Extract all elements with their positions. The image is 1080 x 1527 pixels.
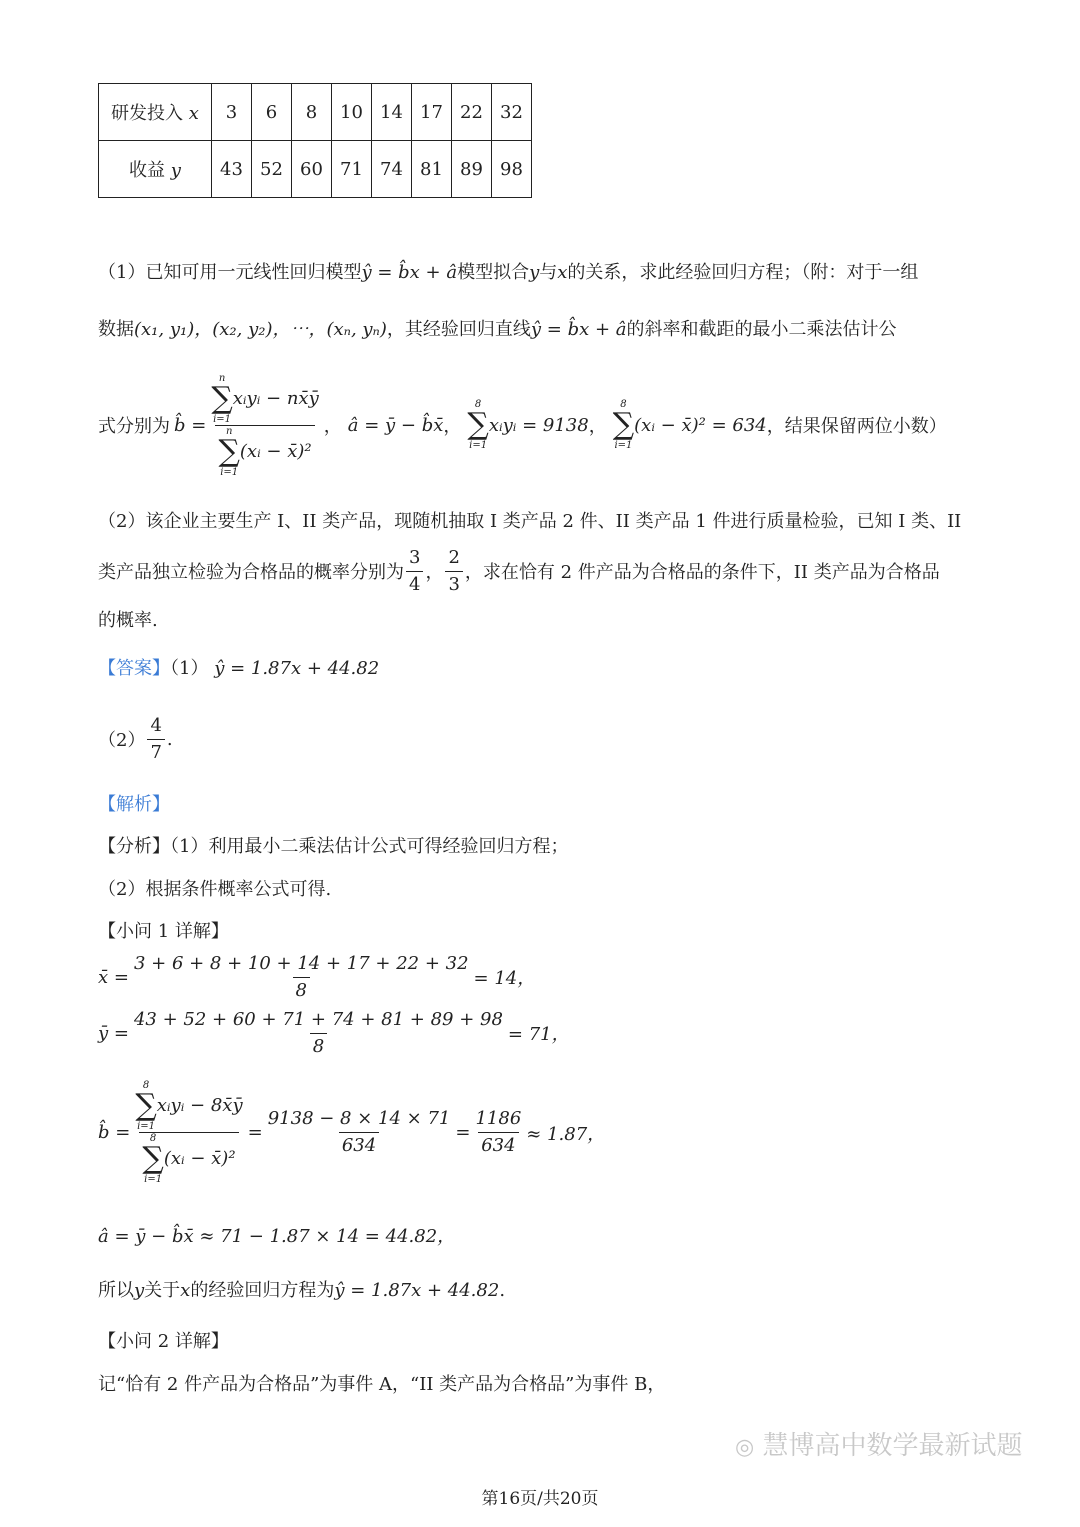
watermark: ◎ 慧博高中数学最新试题 — [735, 1431, 1023, 1461]
xbar-eq: x̄ = $\frac{3 + 6 + 8 + 10 + 14 + 17 + 22 + 32}{8}$ = 14， — [98, 950, 535, 1004]
q1-line2: 数据(x₁, y₁)，(x₂, y₂)，⋯，(xₙ, yₙ)，其经验回归直线ŷ = b̂x + â的斜率和截距的最小二乘法估计公 — [98, 319, 897, 340]
sub2-line1: 记“恰有 2 件产品为合格品”为事件 A，“II 类产品为合格品”为事件 B， — [98, 1374, 666, 1395]
cell-y-0: 43 — [212, 141, 252, 198]
analysis-tag: 【解析】 — [98, 794, 170, 815]
fenxi-line2: （2）根据条件概率公式可得. — [98, 879, 332, 900]
cell-y-1: 52 — [252, 141, 292, 198]
answer-line1: 【答案】（1） ŷ = 1.87x + 44.82 — [98, 658, 380, 679]
answer-tag: 【答案】 — [98, 658, 170, 679]
cell-y-6: 89 — [452, 141, 492, 198]
wechat-icon: ◎ — [735, 1435, 755, 1460]
q1-line3: 式分别为 b̂ = n ∑ i=1 xᵢyᵢ − nx̄ȳ n ∑ i=1 (xᵢ − x̄)² ， â = ȳ − b̂x̄ ， 8 ∑ i=1 xᵢyᵢ = 9138 ， 8 ∑ i=1 (xᵢ − x̄)² = 634 ，结果保留两位小数） — [98, 372, 947, 478]
data-table — [98, 83, 532, 198]
sub2-heading: 【小问 2 详解】 — [98, 1331, 229, 1352]
sub1-heading: 【小问 1 详解】 — [98, 921, 229, 942]
q2-line1: （2）该企业主要生产 I、II 类产品，现随机抽取 I 类产品 2 件、II 类产品 1 件进行质量检验，已知 I 类、II — [98, 511, 962, 532]
cell-y-2: 60 — [292, 141, 332, 198]
cell-y-3: 71 — [332, 141, 372, 198]
cell-x-2: 8 — [292, 84, 332, 141]
cell-x-6: 22 — [452, 84, 492, 141]
cell-x-5: 17 — [412, 84, 452, 141]
fenxi-line1: 【分析】（1）利用最小二乘法估计公式可得经验回归方程； — [98, 836, 569, 857]
cell-x-1: 6 — [252, 84, 292, 141]
b-hat-formula: n ∑ i=1 xᵢyᵢ − nx̄ȳ n ∑ i=1 (xᵢ − x̄)² — [211, 372, 319, 478]
row-header-y: 收益 y — [99, 141, 212, 198]
cell-x-0: 3 — [212, 84, 252, 141]
cell-y-7: 98 — [492, 141, 532, 198]
row-header-x: 研发投入 x — [99, 84, 212, 141]
cell-x-3: 10 — [332, 84, 372, 141]
ahat-eq: â = ȳ − b̂x̄ ≈ 71 − 1.87 × 14 = 44.82， — [98, 1226, 456, 1247]
cell-x-7: 32 — [492, 84, 532, 141]
cell-y-4: 74 — [372, 141, 412, 198]
bhat-eq: b̂ = 8 ∑ i=1 xᵢyᵢ − 8x̄ȳ 8 ∑ i=1 (xᵢ − x̄)² = $\frac{9138 - 8 \times 14 \times 71}{634}$ = $\frac{1186}{634}$ ≈ 1.87， — [98, 1080, 606, 1185]
table-row — [99, 141, 532, 198]
ybar-eq: ȳ = $\frac{43 + 52 + 60 + 71 + 74 + 81 + 89 + 98}{8}$ = 71， — [98, 1006, 570, 1060]
page-footer: 第16页/共20页 — [481, 1489, 599, 1509]
cell-y-5: 81 — [412, 141, 452, 198]
answer-line2: （2） $\frac{4}{7}$ . — [98, 712, 173, 766]
q2-line3: 的概率. — [98, 610, 158, 631]
q1-line1: （1）已知可用一元线性回归模型ŷ = b̂x + â模型拟合y与x的关系，求此经验回归方程；（附：对于一组 — [98, 262, 919, 283]
cell-x-4: 14 — [372, 84, 412, 141]
q2-line2: 类产品独立检验为合格品的概率分别为 $\frac{3}{4}$ ， $\frac{2}{3}$ ，求在恰有 2 件产品为合格品的条件下，II 类产品为合格品 — [98, 543, 940, 599]
table-row — [99, 84, 532, 141]
conclusion-line: 所以y关于x的经验回归方程为ŷ = 1.87x + 44.82. — [98, 1280, 506, 1301]
